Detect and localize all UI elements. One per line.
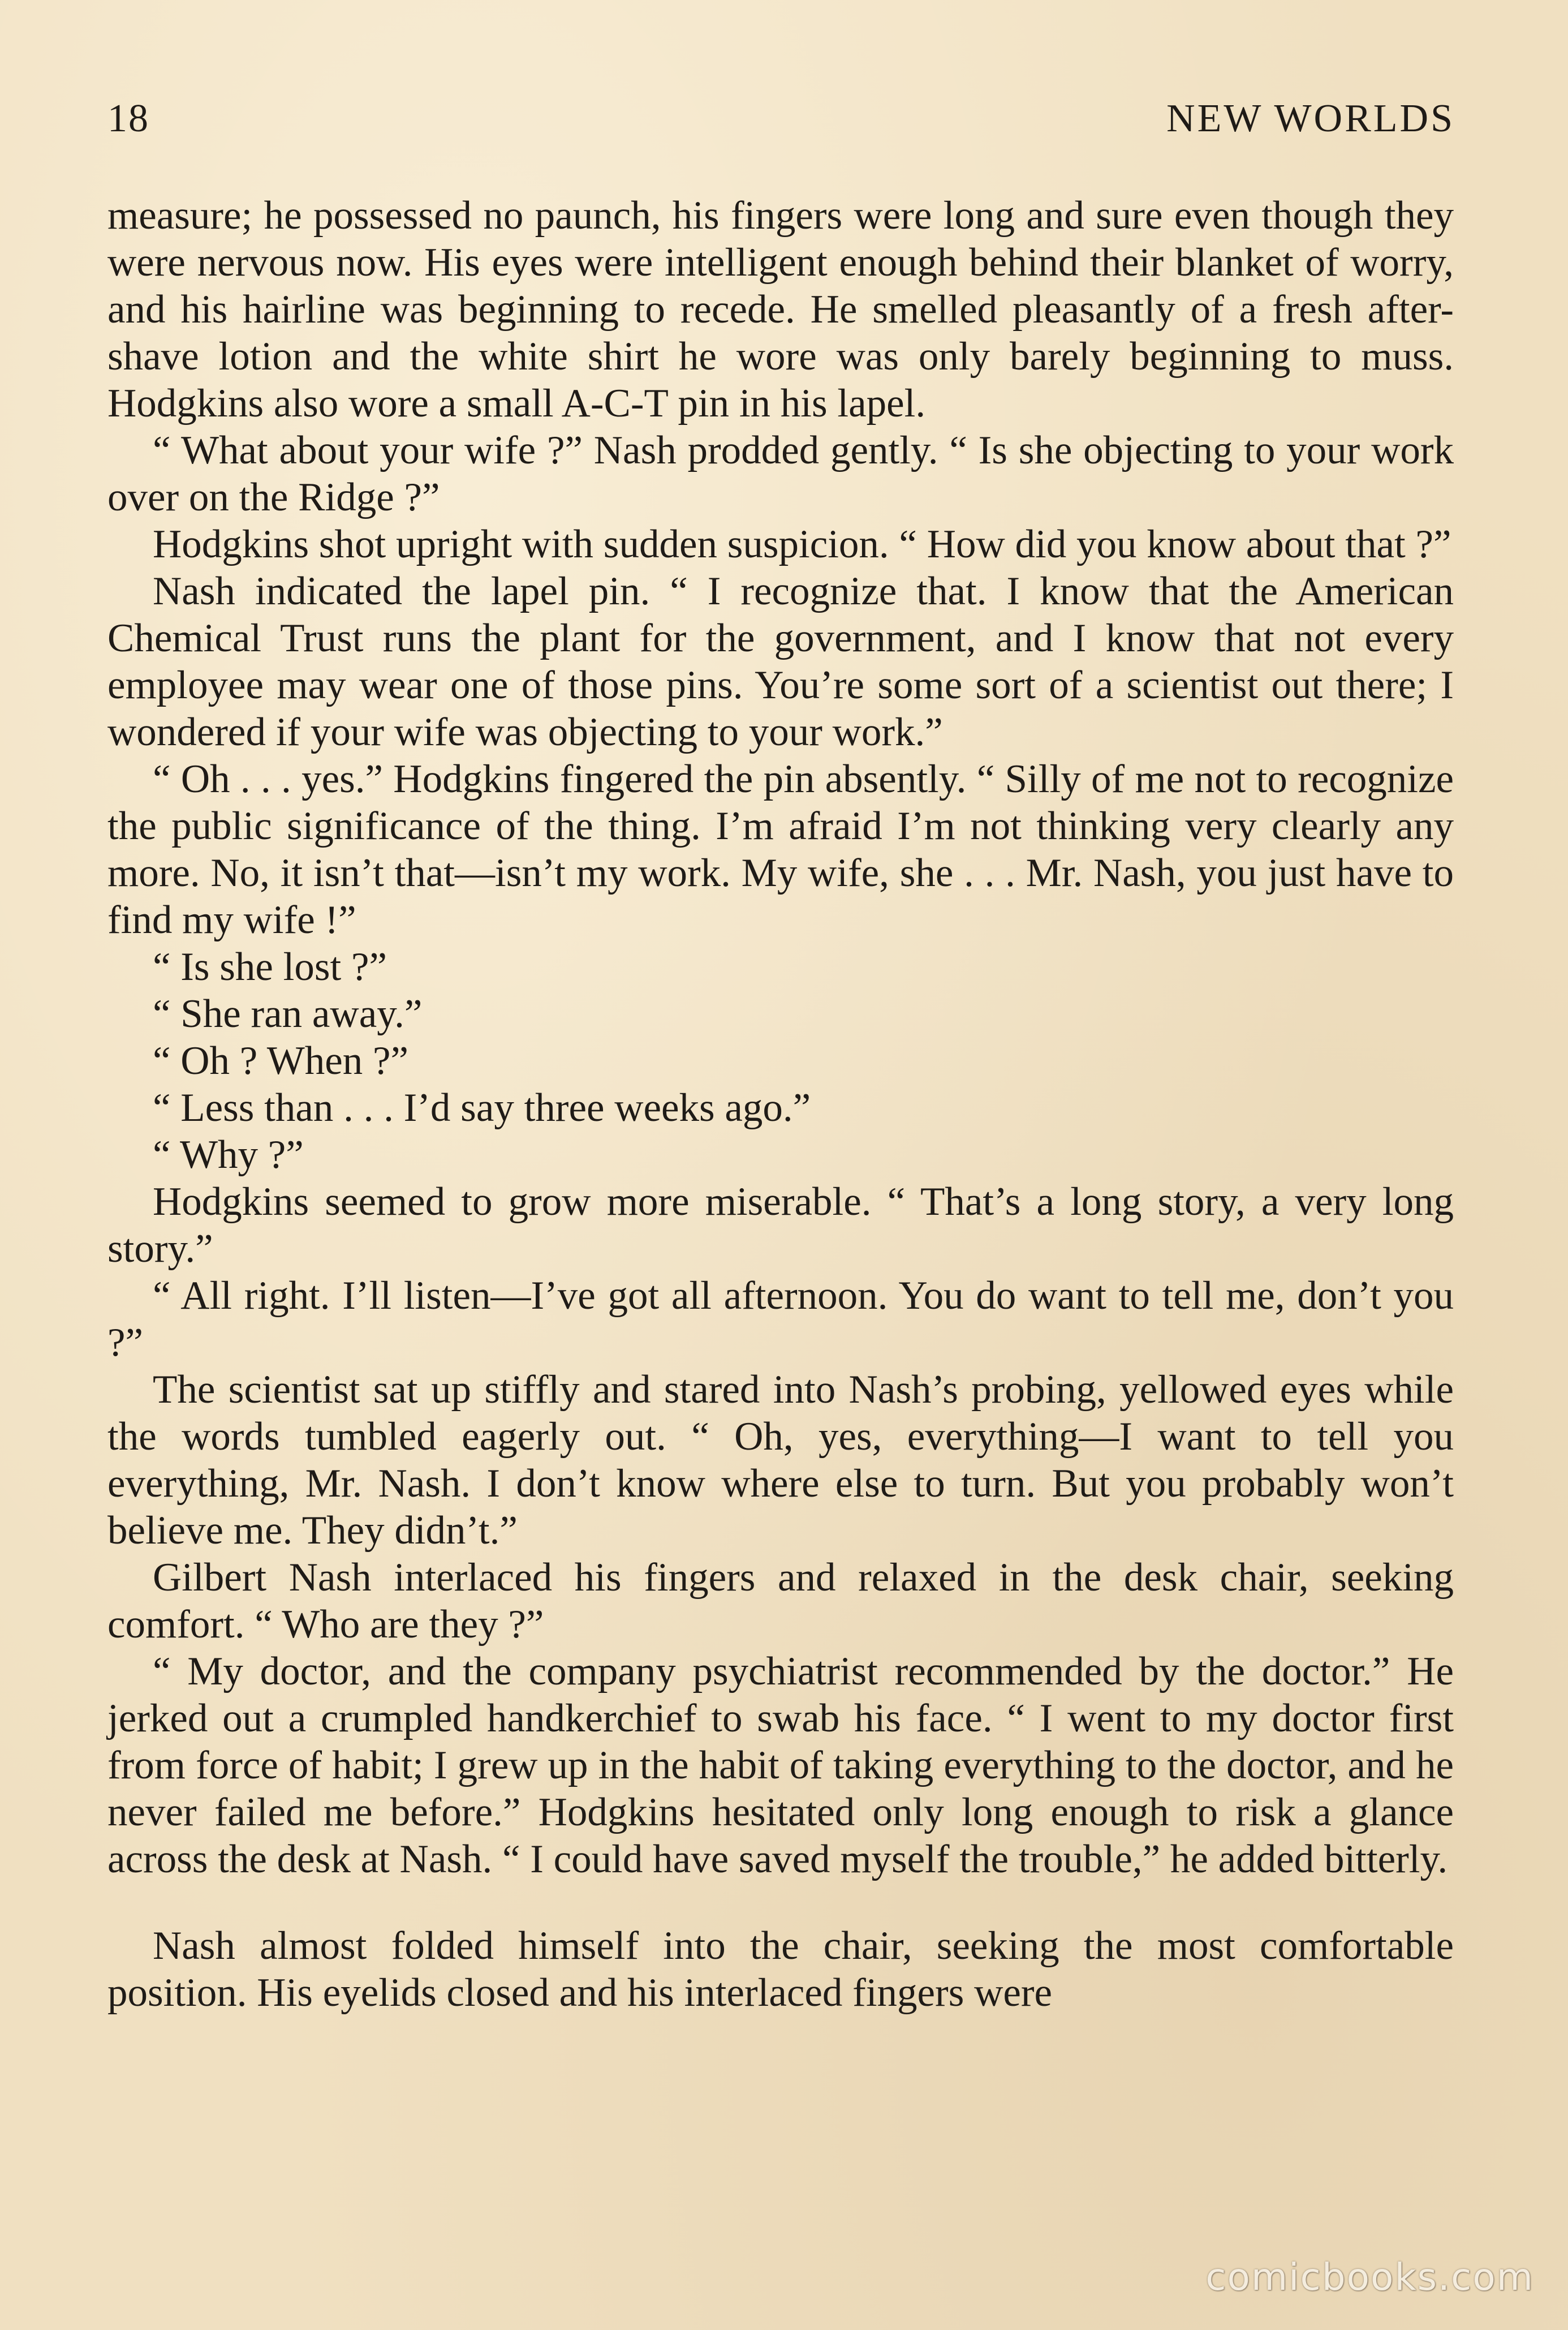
- paragraph-5: “ Oh . . . yes.” Hodgkins fingered the pin absently. “ Silly of me not to recognize the public significance of the thing. I’m afraid I’m not thinking very clearly any more. No, it isn’t that—isn’t my work. My wife, she . . . Mr. Nash, you just have to find my wife !”: [107, 757, 1454, 942]
- paragraph-10: “ Why ?”: [153, 1133, 304, 1177]
- paragraph-11: Hodgkins seemed to grow more miserable. “ That’s a long story, a very long story.”: [107, 1180, 1454, 1271]
- watermark-logo: comicbooks.com: [1205, 2255, 1534, 2299]
- paragraph-12: “ All right. I’ll listen—I’ve got all afternoon. You do want to tell me, don’t you ?”: [107, 1274, 1454, 1365]
- paragraph-3: Hodgkins shot upright with sudden suspicion. “ How did you know about that ?”: [153, 522, 1451, 566]
- paragraph-4: Nash indicated the lapel pin. “ I recognize that. I know that the American Chemical Trust runs the plant for the government, and I know that not every employee may wear one of those pins. You’re some sort of a scientist out there; I wondered if your wife was objecting to your work.”: [107, 569, 1454, 754]
- page-header: [107, 96, 1455, 153]
- paragraph-14: Gilbert Nash interlaced his fingers and relaxed in the desk chair, seeking comfort. “ Who are they ?”: [107, 1555, 1454, 1647]
- paragraph-2: “ What about your wife ?” Nash prodded gently. “ Is she objecting to your work over on the Ridge ?”: [107, 428, 1454, 519]
- paragraph-7: “ She ran away.”: [153, 992, 423, 1036]
- paragraph-16: Nash almost folded himself into the chair, seeking the most comfortable position. His eyelids closed and his interlaced fingers were: [107, 1924, 1454, 2015]
- paragraph-13: The scientist sat up stiffly and stared into Nash’s probing, yellowed eyes while the words tumbled eagerly out. “ Oh, yes, everything—I want to tell you everything, Mr. Nash. I don’t know where else to turn. But you probably won’t believe me. They didn’t.”: [107, 1368, 1454, 1553]
- paragraph-15: “ My doctor, and the company psychiatrist recommended by the doctor.” He jerked out a crumpled handkerchief to swab his face. “ I went to my doctor first from force of habit; I grew up in the habit of taking everything to the doctor, and he never failed me before.” Hodgkins hesitated only long enough to risk a glance across the desk at Nash. “ I could have saved myself the trouble,” he added bitterly.: [107, 1649, 1454, 1881]
- running-title: NEW WORLDS: [1166, 97, 1455, 140]
- paragraph-1: measure; he possessed no paunch, his fingers were long and sure even though they were nervous now. His eyes were intelligent enough behind their blanket of worry, and his hairline was beginning to recede. He smelled pleasantly of a fresh after-shave lotion and the white shirt he wore was only barely beginning to muss. Hodgkins also wore a small A-C-T pin in his lapel.: [107, 194, 1454, 425]
- page-number: 18: [107, 97, 149, 140]
- paragraph-8: “ Oh ? When ?”: [153, 1039, 409, 1083]
- paragraph-6: “ Is she lost ?”: [153, 945, 387, 989]
- paragraph-9: “ Less than . . . I’d say three weeks ago.”: [153, 1086, 811, 1130]
- body-text: [107, 192, 1454, 2017]
